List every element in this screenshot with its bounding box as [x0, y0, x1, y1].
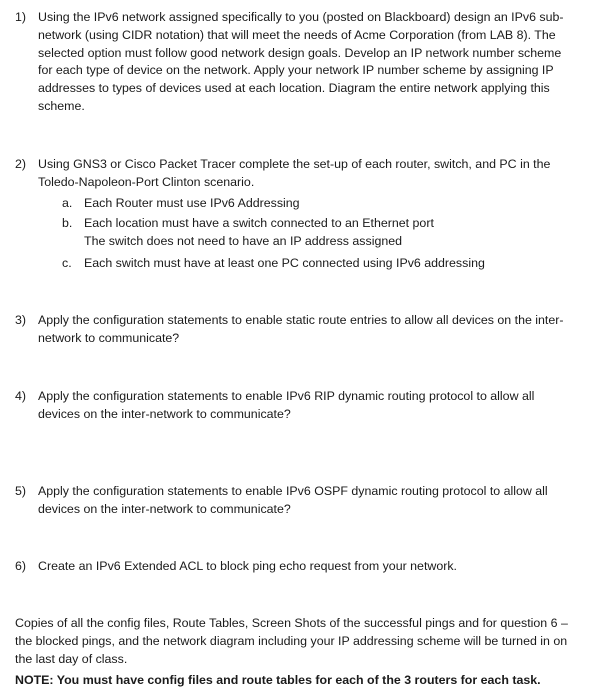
subitem-a-text: Each Router must use IPv6 Addressing: [84, 196, 300, 210]
item-6: [15, 558, 575, 576]
subitem-b: [62, 214, 562, 250]
item-2-text: Using GNS3 or Cisco Packet Tracer complete the set-up of each router, switch, and PC in the Toledo-Napoleon-Port Clinton scenario.: [38, 157, 551, 189]
item-5: [15, 483, 575, 519]
subitem-b-text: Each location must have a switch connected to an Ethernet port: [84, 216, 434, 230]
item-2-number: 2): [15, 157, 27, 171]
subitem-c: [62, 254, 562, 272]
item-3: [15, 312, 575, 348]
item-3-number: 3): [15, 313, 27, 327]
footer-note: NOTE: You must have config files and route tables for each of the 3 routers for each task.: [15, 673, 541, 687]
item-1-number: 1): [15, 10, 27, 24]
item-1: [15, 9, 575, 116]
item-6-number: 6): [15, 559, 27, 573]
subitem-b-extra: The switch does not need to have an IP address assigned: [84, 234, 403, 248]
item-2: [15, 156, 575, 192]
item-4: [15, 388, 575, 424]
subitem-b-letter: b.: [62, 216, 73, 230]
subitem-c-letter: c.: [62, 256, 72, 270]
item-5-number: 5): [15, 484, 27, 498]
subitem-a-letter: a.: [62, 196, 73, 210]
footer-paragraph: Copies of all the config files, Route Tables, Screen Shots of the successful pings and for question 6 – the blocked pings, and the network diagram including your IP addressing scheme will be turned in on the last day of class.: [15, 616, 568, 666]
item-3-text: Apply the configuration statements to enable static route entries to allow all devices on the inter-network to communicate?: [38, 313, 564, 345]
item-6-text: Create an IPv6 Extended ACL to block ping echo request from your network.: [38, 559, 457, 573]
item-4-text: Apply the configuration statements to enable IPv6 RIP dynamic routing protocol to allow all devices on the inter-network to communicate?: [38, 389, 535, 421]
item-5-text: Apply the configuration statements to enable IPv6 OSPF dynamic routing protocol to allow all devices on the inter-network to communicate?: [38, 484, 548, 516]
subitem-c-text: Each switch must have at least one PC connected using IPv6 addressing: [84, 256, 485, 270]
item-4-number: 4): [15, 389, 27, 403]
subitem-a: [62, 194, 562, 212]
item-1-text: Using the IPv6 network assigned specifically to you (posted on Blackboard) design an IPv6 sub-network (using CIDR notation) that will meet the needs of Acme Corporation (from LAB 8). The selected option must follow good network design goals. Develop an IP network number scheme for each type of device on the network. Apply your network IP number scheme by assigning IP addresses to types of devices used at each location. Diagram the entire network applying this scheme.: [38, 10, 564, 113]
